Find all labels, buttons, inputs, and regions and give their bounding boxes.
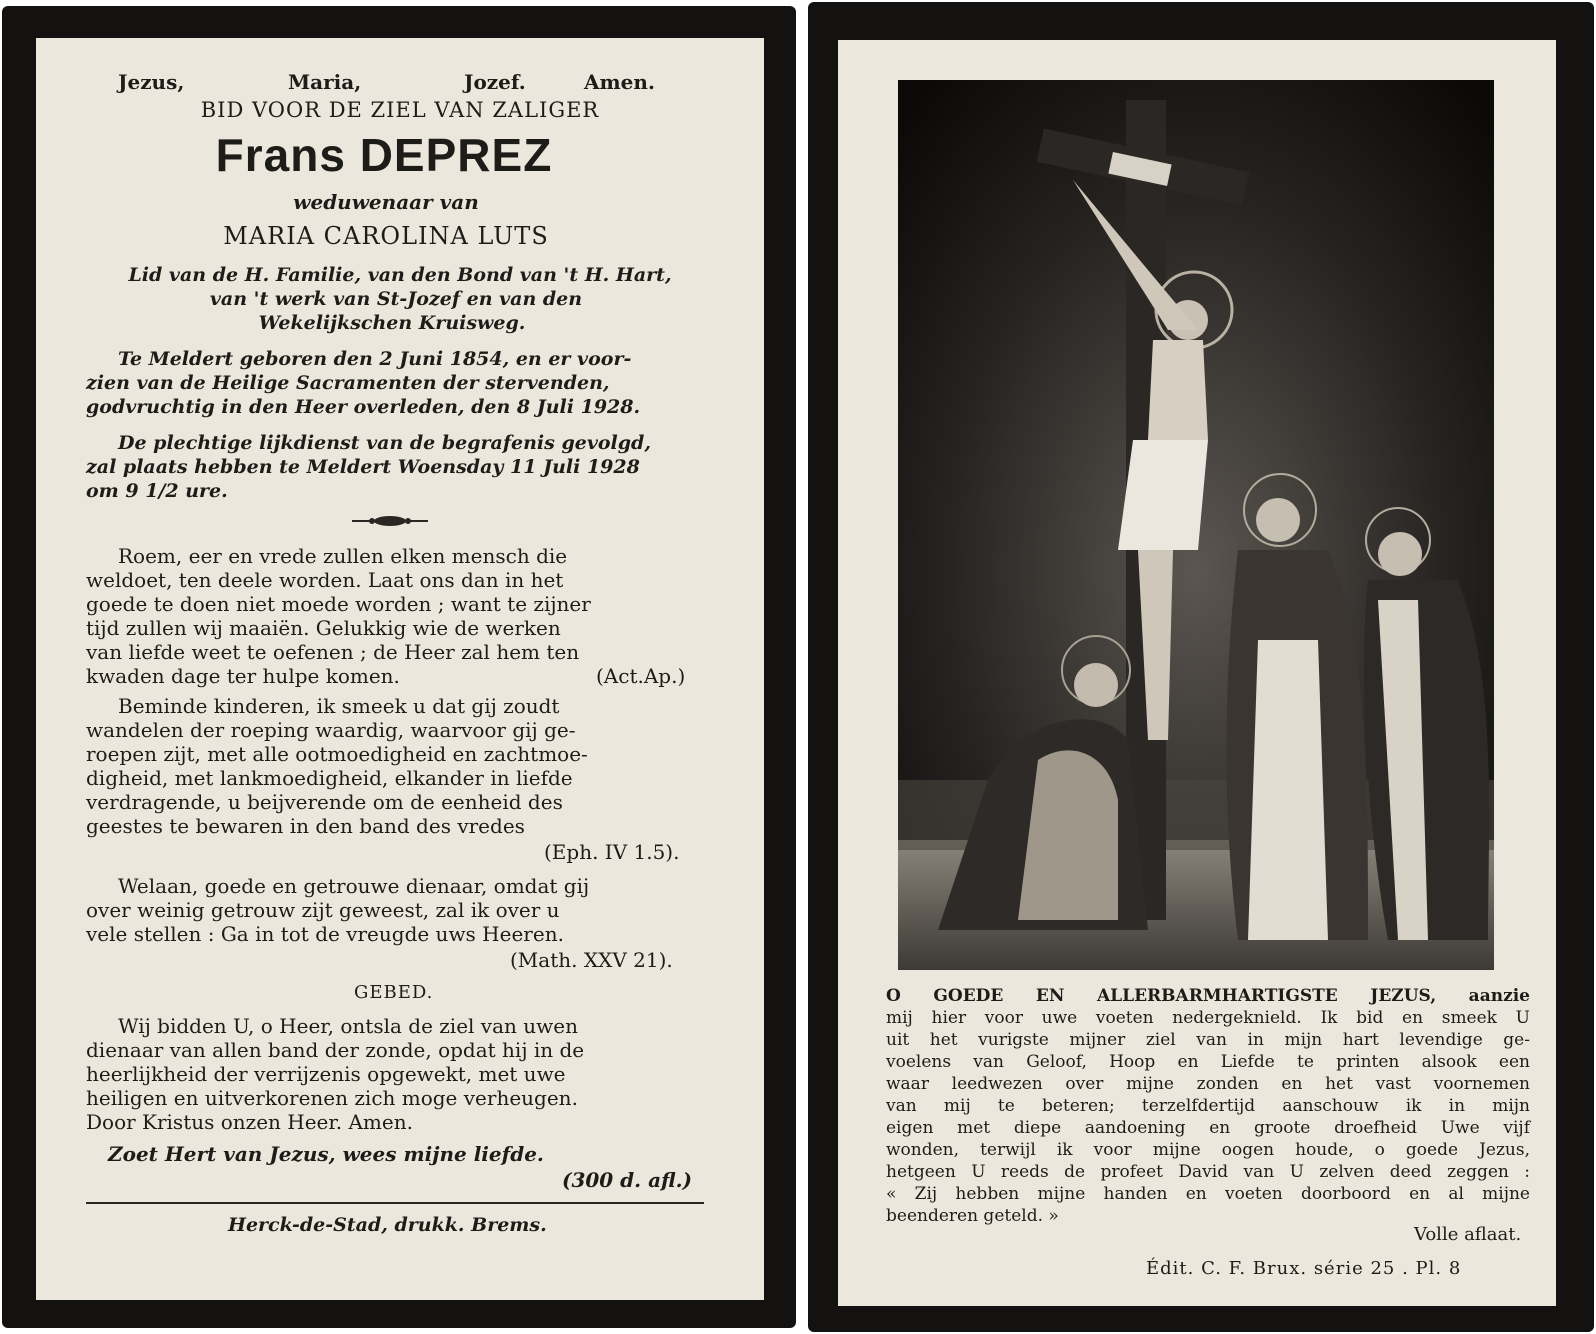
funeral-line-1: De plechtige lijkdienst van de begrafenis gevolgd, [118, 432, 651, 454]
paragraph1-line-3: goede te doen niet moede worden ; want te zijner [86, 592, 591, 616]
back-prayer-line-1: O GOEDE EN ALLERBARMHARTIGSTE JEZUS, aanzie [886, 986, 1530, 1006]
back-prayer-line-6: van mij te beteren; terzelfdertijd aanschouw ik in mijn [886, 1096, 1530, 1116]
invocation-maria: Maria, [288, 70, 362, 94]
edition-credit: Édit. C. F. Brux. série 25 . Pl. 8 [1146, 1258, 1462, 1279]
plenary-indulgence: Volle aflaat. [1414, 1224, 1522, 1245]
invocation-jozef: Jozef. [464, 70, 526, 94]
paragraph1-reference: (Act.Ap.) [596, 664, 686, 688]
ejaculation: Zoet Hert van Jezus, wees mijne liefde. [108, 1142, 544, 1166]
back-prayer-line-7: eigen met diepe aandoening en groote droefheid Uwe vijf [886, 1118, 1530, 1138]
printer-credit: Herck-de-Stad, drukk. Brems. [228, 1214, 547, 1236]
back-prayer-line-3: uit het vurigste mijner ziel van in mijn hart levendige ge- [886, 1030, 1530, 1050]
membership-line-1: Lid van de H. Familie, van den Bond van 't H. Hart, [128, 264, 672, 286]
paragraph1-line-1: Roem, eer en vrede zullen elken mensch die [118, 544, 568, 568]
funeral-line-2: zal plaats hebben te Meldert Woensday 11 Juli 1928 [86, 456, 640, 478]
back-prayer-line-9: hetgeen U reeds de profeet David van U zelven deed zeggen : [886, 1162, 1530, 1182]
paragraph3-line-2: over weinig getrouw zijt geweest, zal ik over u [86, 898, 560, 922]
back-prayer-line-5: waar leedwezen over mijne zonden en het vast voornemen [886, 1074, 1530, 1094]
paragraph2-line-4: digheid, met lankmoedigheid, elkander in liefde [86, 766, 573, 790]
crucifixion-image [898, 80, 1494, 970]
paragraph3-line-1: Welaan, goede en getrouwe dienaar, omdat gij [118, 874, 590, 898]
back-prayer-line-10: « Zij hebben mijne handen en voeten doorboord en al mijne [886, 1184, 1530, 1204]
birth-death-line-3: godvruchtig in den Heer overleden, den 8 Juli 1928. [86, 396, 641, 418]
memorial-card-back [808, 2, 1594, 1332]
divider-ornament [350, 514, 430, 528]
widower-of: weduwenaar van [293, 190, 479, 214]
birth-death-line-1: Te Meldert geboren den 2 Juni 1854, en er voor- [118, 348, 632, 370]
prayer-line-3: heerlijkheid der verrijzenis opgewekt, met uwe [86, 1062, 566, 1086]
invocation-amen: Amen. [584, 70, 655, 94]
deceased-name: Frans DEPREZ [215, 129, 553, 181]
back-prayer-line-4: voelens van Geloof, Hoop en Liefde te printen alsook een [886, 1052, 1530, 1072]
membership-line-2: van 't werk van St-Jozef en van den [209, 288, 583, 310]
invocation-jezus: Jezus, [118, 70, 185, 94]
prayer-line-5: Door Kristus onzen Heer. Amen. [86, 1110, 413, 1134]
prayer-heading: GEBED. [354, 982, 434, 1003]
membership-line-3: Wekelijkschen Kruisweg. [258, 312, 526, 334]
paragraph1-line-4: tijd zullen wij maaiën. Gelukkig wie de werken [86, 616, 561, 640]
prayer-line-4: heiligen en uitverkorenen zich moge verheugen. [86, 1086, 578, 1110]
spouse-name: MARIA CAROLINA LUTS [223, 222, 549, 250]
prayer-request-heading: BID VOOR DE ZIEL VAN ZALIGER [200, 98, 600, 122]
birth-death-line-2: zien van de Heilige Sacramenten der stervenden, [86, 372, 610, 394]
prayer-line-1: Wij bidden U, o Heer, ontsla de ziel van uwen [118, 1014, 578, 1038]
back-prayer-line-8: wonden, terwijl ik voor mijne oogen houde, o goede Jezus, [886, 1140, 1530, 1160]
paragraph2-line-5: verdragende, u beijverende om de eenheid des [86, 790, 563, 814]
card-paper [838, 40, 1556, 1306]
paragraph2-line-3: roepen zijt, met alle ootmoedigheid en zachtmoe- [86, 742, 588, 766]
paragraph1-line-6: kwaden dage ter hulpe komen. [86, 664, 400, 688]
prayer-line-2: dienaar van allen band der zonde, opdat hij in de [86, 1038, 585, 1062]
paragraph3-line-3: vele stellen : Ga in tot de vreugde uws Heeren. [86, 922, 564, 946]
paragraph3-reference: (Math. XXV 21). [510, 948, 673, 972]
paragraph2-line-1: Beminde kinderen, ik smeek u dat gij zoudt [118, 694, 560, 718]
paragraph1-line-2: weldoet, ten deele worden. Laat ons dan in het [86, 568, 564, 592]
card-paper [36, 38, 764, 1300]
back-prayer-line-2: mij hier voor uwe voeten nedergeknield. Ik bid en smeek U [886, 1008, 1530, 1028]
back-prayer-line-11: beenderen geteld. » [886, 1206, 1059, 1226]
footer-rule [86, 1202, 704, 1204]
paragraph2-line-2: wandelen der roeping waardig, waarvoor gij ge- [86, 718, 576, 742]
indulgence-note: (300 d. afl.) [562, 1168, 693, 1192]
memorial-card-front [2, 6, 796, 1328]
paragraph1-line-5: van liefde weet te oefenen ; de Heer zal hem ten [86, 640, 580, 664]
paragraph2-reference: (Eph. IV 1.5). [544, 840, 680, 864]
paragraph2-line-6: geestes te bewaren in den band des vredes [86, 814, 525, 838]
funeral-line-3: om 9 1/2 ure. [86, 480, 228, 502]
